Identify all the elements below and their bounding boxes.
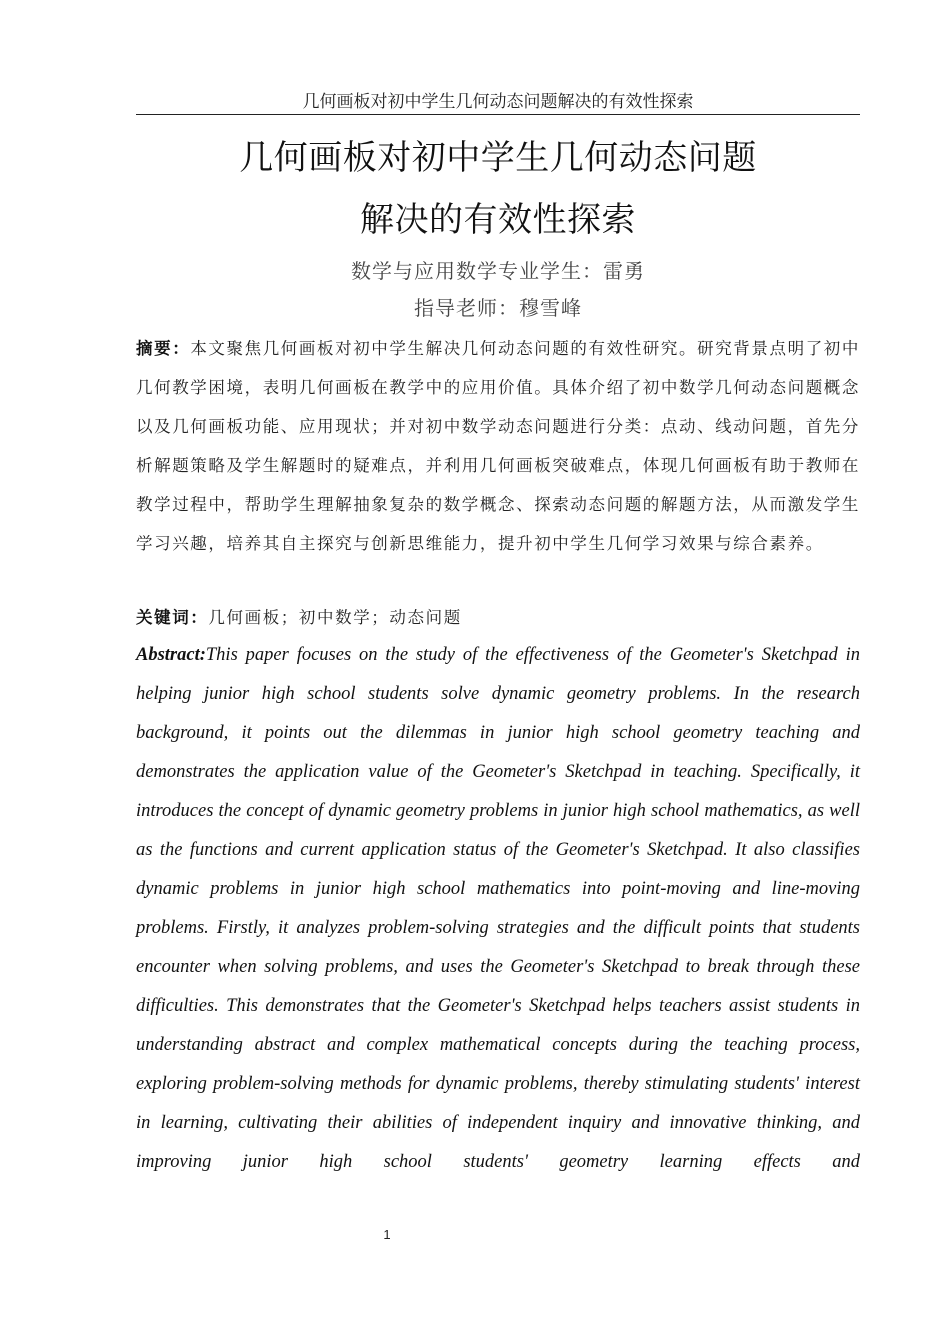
running-header: 几何画板对初中学生几何动态问题解决的有效性探索 [302,92,694,112]
english-abstract-text: This paper focuses on the study of the effectiveness of the Geometer's Sketchpad in helping junior high school students solve dynamic geometry problems. In the research background, it points out the dilemmas in junior high school geometry teaching and demonstrates the application value of the Geometer's Sketchpad in teaching. Specifically, it introduces the concept of dynamic geometry problems in junior high school mathematics, as well as the functions and current application status of the Geometer's Sketchpad. It also classifies dynamic problems in junior high school mathematics into point-moving and line-moving problems. Firstly, it analyzes problem-solving strategies and the difficult points that students encounter when solving problems, and uses the Geometer's Sketchpad to break through these difficulties. This demonstrates that the Geometer's Sketchpad helps teachers assist students in understanding abstract and complex mathematical concepts during the teaching process, exploring problem-solving methods for dynamic problems, thereby stimulating students' interest in learning, cultivating their abilities of independent inquiry and innovative thinking, and improving junior high school students' geometry learning effects and [136,645,860,1172]
paper-title-line-1: 几何画板对初中学生几何动态问题 [239,138,757,178]
keywords [136,598,860,637]
chinese-abstract-text: 本文聚焦几何画板对初中学生解决几何动态问题的有效性研究。研究背景点明了初中几何教学困境，表明几何画板在教学中的应用价值。具体介绍了初中数学几何动态问题概念以及几何画板功能、应用现状；并对初中数学动态问题进行分类：点动、线动问题，首先分析解题策略及学生解题时的疑难点，并利用几何画板突破难点，体现几何画板有助于教师在教学过程中，帮助学生理解抽象复杂的数学概念、探索动态问题的解题方法，从而激发学生学习兴趣，培养其自主探究与创新思维能力，提升初中学生几何学习效果与综合素养。 [136,339,861,553]
keywords-text: 几何画板；初中数学；动态问题 [208,608,462,627]
paper-title-line-2: 解决的有效性探索 [360,200,636,240]
author-advisor: 指导老师：穆雪峰 [414,296,582,320]
keywords-label: 关键词： [136,608,209,627]
author-student: 数学与应用数学专业学生：雷勇 [351,259,645,283]
page-number: 1 [383,1227,391,1242]
chinese-abstract-label: 摘要： [136,339,191,358]
header-divider [136,114,860,115]
english-abstract-label: Abstract: [136,645,206,665]
chinese-abstract [136,329,860,563]
english-abstract [136,636,860,1182]
